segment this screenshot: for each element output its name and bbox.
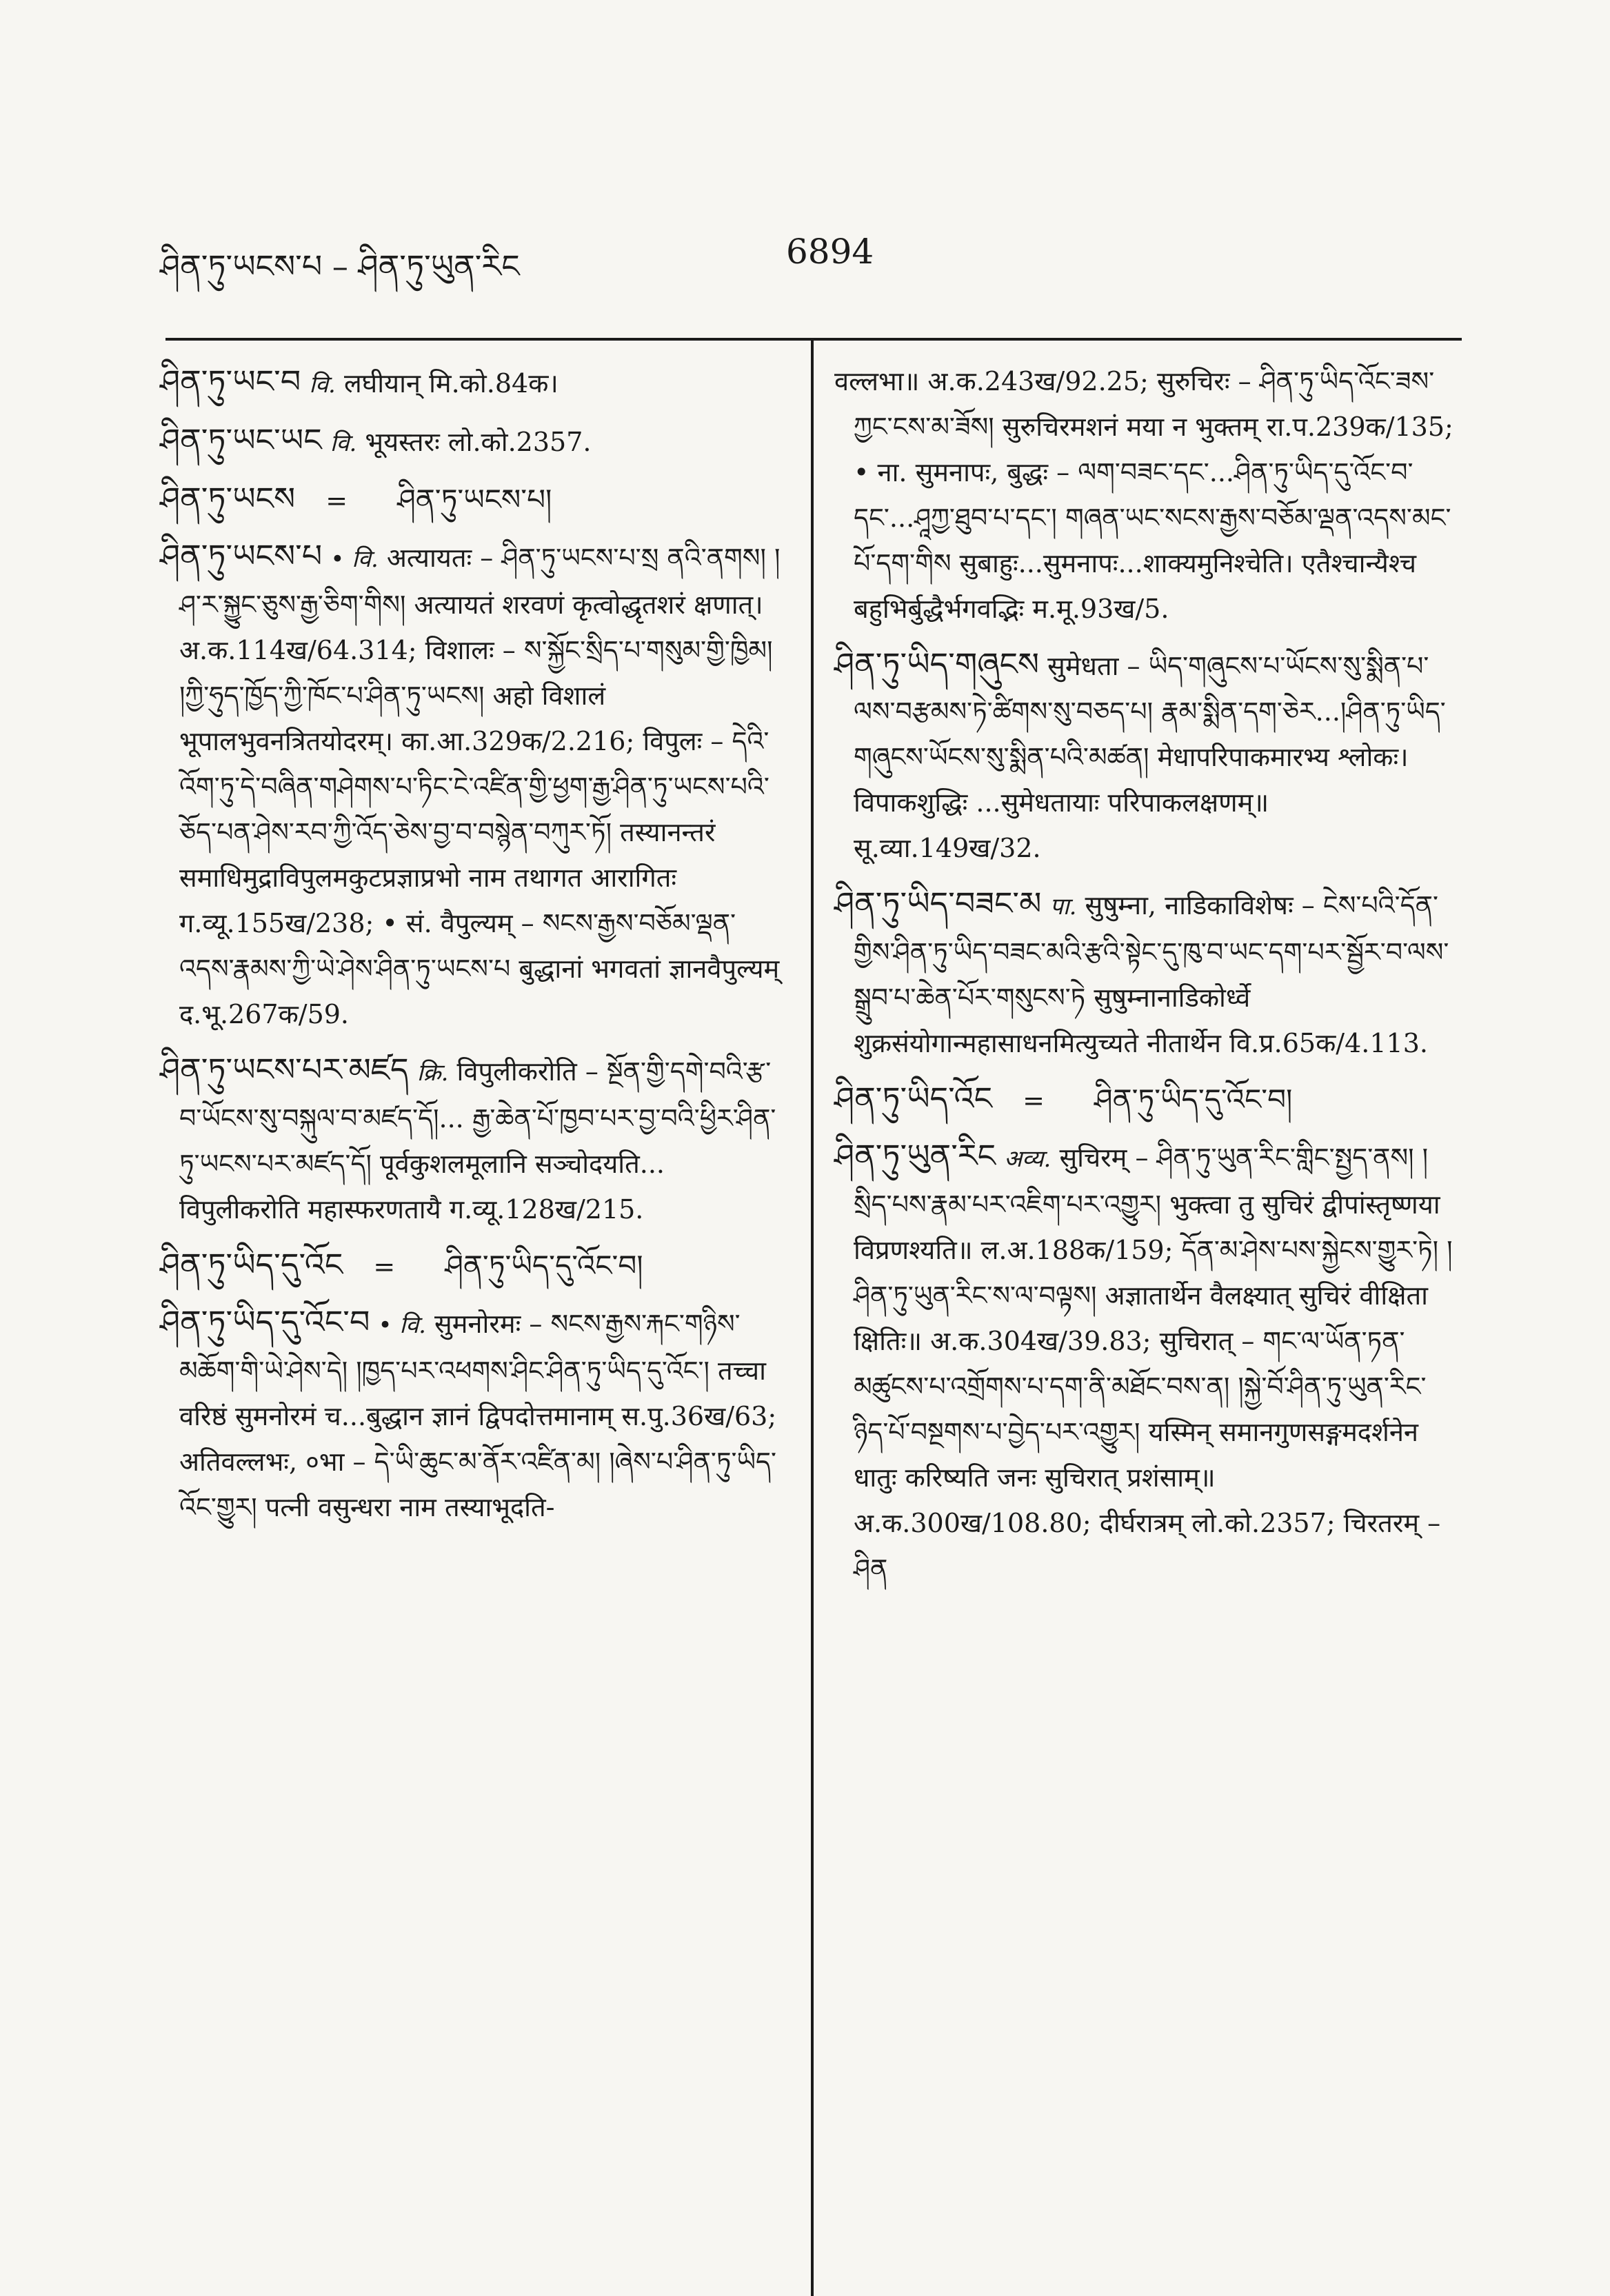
grammar-label: पा. [1049, 893, 1077, 920]
headword: ཤིན་ཏུ་ཡང་ཡང [160, 421, 322, 459]
page-number: 6894 [786, 232, 874, 272]
entry-text: सुषुम्ना, नाडिकाविशेषः – ངེས་པའི་དོན་གྱིས་ཤིན་ཏུ་ཡིད་བཟང་མའི་རྩའི་སྟེང་དུ་ཁུ་བ་ཡང་དག་པར་སྦྱོར་བ་ལས་སྒྲུབ་པ་ཆེན་པོར་གསུངས་ཏེ सुषुम्नानाडिकोर्ध्वे शुक्रसंयोगान्महासाधनमित्युच्यते नीतार्थेन वि.प्र.65क/4.113. [854, 890, 1449, 1058]
headword: ཤིན་ཏུ་ཡངས་པར་མཛད [160, 1051, 409, 1088]
headword: ཤིན་ཏུ་ཡིད་དུ་འོང [160, 1246, 343, 1283]
entry-text: भूयस्तरः लो.को.2357. [365, 427, 592, 457]
headword: ཤིན་ཏུ་ཡངས [160, 480, 296, 517]
entry-text: लघीयान् मि.को.84क। [343, 368, 559, 399]
headword: ཤིན་ཏུ་ཡངས་པ [160, 537, 323, 574]
cross-reference: ཤིན་ཏུ་ཡིད་དུ་འོང་བ། [1094, 1082, 1293, 1116]
cross-reference: ཤིན་ཏུ་ཡིད་དུ་འོང་བ། [445, 1249, 643, 1282]
dictionary-entry [160, 1242, 781, 1289]
dictionary-entry [834, 359, 1455, 632]
dictionary-entry [834, 880, 1455, 1066]
grammar-label: वि. [309, 371, 336, 399]
headword: ཤིན་ཏུ་ཡིད་གཞུངས [834, 645, 1040, 683]
header-rule [165, 338, 1462, 341]
grammar-label: • वि. [378, 1311, 426, 1339]
running-head: ཤིན་ཏུ་ཡངས་པ – ཤིན་ཏུ་ཡུན་རིང [160, 248, 520, 285]
equals-sign: = [373, 1251, 396, 1282]
entry-text: विपुलीकरोति – སྔོན་གྱི་དགེ་བའི་རྩ་བ་ཡོངས་སུ་བསྐུལ་བ་མཛད་དོ།... རྒྱ་ཆེན་པོ་ཁྱབ་པར་བྱ་བའི་ཕྱིར་ཤིན་ཏུ་ཡངས་པར་མཛད་དོ། पूर्वकुशलमूलानि सञ्चोदयति... विपुलीकरोति महास्फरणतायै ग.व्यू.128ख/215. [179, 1056, 776, 1225]
dictionary-entry [160, 533, 781, 1037]
equals-sign: = [1023, 1085, 1045, 1116]
entry-text: अत्यायतः – ཤིན་ཏུ་ཡངས་པ་སྲ ནའི་ནགས། །ཤ་ར་སྐྱུང་ཅུས་རྒྱ་ཅིག་གིས། अत्यायतं शरवणं कृत्वोद्धृतशरं क्षणात्। अ.क.114ख/64.314; विशालः – ས་སྐྱོང་སྲིད་པ་གསུམ་གྱི་ཁྱིམ། །ཀྱི་ཧུད་ཁྱོད་ཀྱི་ཁོང་པ་ཤིན་ཏུ་ཡངས། अहो विशालं भूपालभुवनत्रितयोदरम्। का.आ.329क/2.216; विपुलः – དེའི་འོག་ཏུ་དེ་བཞིན་གཤེགས་པ་ཏིང་ངེ་འཛིན་གྱི་ཕྱག་རྒྱ་ཤིན་ཏུ་ཡངས་པའི་ཅོད་པན་ཤེས་རབ་ཀྱི་འོད་ཅེས་བྱ་བ་བསྙེན་བཀུར་ཏོ། तस्यानन्तरं समाधिमुद्राविपुलमकुटप्रज्ञाप्रभो नाम तथागत आरागितः ग.व्यू.155ख/238; • सं. वैपुल्यम् – སངས་རྒྱས་བཅོམ་ལྡན་འདས་རྣམས་ཀྱི་ཡེ་ཤེས་ཤིན་ཏུ་ཡངས་པ बुद्धानां भगवतां ज्ञानवैपुल्यम् द.भू.267क/59. [179, 543, 781, 1029]
dictionary-entry [160, 1299, 781, 1530]
dictionary-entry [160, 417, 781, 466]
grammar-label: • वि. [330, 545, 379, 573]
headword: ཤིན་ཏུ་ཡུན་རིང [834, 1137, 996, 1174]
equals-sign: = [325, 485, 348, 516]
grammar-label: अव्य. [1004, 1145, 1051, 1173]
dictionary-entry [160, 359, 781, 407]
grammar-label: क्रि. [416, 1059, 449, 1087]
dictionary-entry [834, 1076, 1455, 1123]
headword: ཤིན་ཏུ་ཡང་བ [160, 363, 301, 400]
entry-text: सुमेधता – ཡིད་གཞུངས་པ་ཡོངས་སུ་སྨིན་པ་ལས་བརྩམས་ཏེ་ཚིགས་སུ་བཅད་པ། རྣམ་སྨིན་དག་ཅེར...།ཤིན་ཏུ་ཡིད་གཞུངས་ཡོངས་སུ་སྨིན་པའི་མཚན། मेधापरिपाकमारभ्य श्लोकः। विपाकशुद्धिः ...सुमेधतायाः परिपाकलक्षणम्॥ सू.व्या.149ख/32. [854, 651, 1446, 863]
dictionary-entry [834, 641, 1455, 871]
entry-text: वल्लभा॥ अ.क.243ख/92.25; सुरुचिरः – ཤིན་ཏུ་ཡིད་འོང་ཟས་ཀྱང་ངས་མ་ཟོས། सुरुचिरमशनं मया न भुक्तम् रा.प.239क/135; • ना. सुमनापः, बुद्धः – ལག་བཟང་དང་...ཤིན་ཏུ་ཡིད་དུ་འོང་བ་དང་...ཤཱཀྱ་ཐུབ་པ་དང་། གཞན་ཡང་སངས་རྒྱས་བཅོམ་ལྡན་འདས་མང་པོ་དག་གིས सुबाहुः...सुमनापः...शाक्यमुनिश्चेति। एतैश्चान्यैश्च बहुभिर्बुद्धैर्भगवद्भिः म.मू.93ख/5. [834, 366, 1453, 624]
right-column [834, 359, 1455, 1601]
headword: ཤིན་ཏུ་ཡིད་འོང [834, 1080, 992, 1117]
grammar-label: वि. [330, 430, 357, 457]
left-column [160, 359, 781, 1540]
entry-text: सुमनोरमः – སངས་རྒྱས་རྐང་གཉིས་མཆོག་གི་ཡེ་ཤེས་དེ། །ཁྱད་པར་འཕགས་ཤིང་ཤིན་ཏུ་ཡིད་དུ་འོང་། तच्चा वरिष्ठं सुमनोरमं च...बुद्धान ज्ञानं द्विपदोत्तमानाम् स.पु.36ख/63; अतिवल्लभः, ०भा – དེ་ཡི་ཆུང་མ་ནོར་འཛིན་མ། །ཞེས་པ་ཤིན་ཏུ་ཡིད་འོང་གྱུར། पत्नी वसुन्धरा नाम तस्याभूदति- [179, 1309, 777, 1522]
dictionary-entry [160, 1047, 781, 1232]
entry-text: सुचिरम् – ཤིན་ཏུ་ཡུན་རིང་གླིང་སྤྱད་ནས། །སྲིད་པས་རྣམ་པར་འཇིག་པར་འགྱུར། भुक्त्वा तु सुचिरं द्वीपांस्तृष्णया विप्रणश्यति॥ ल.अ.188क/159; དོན་མ་ཤེས་པས་སྐྱེངས་གྱུར་ཏེ། །ཤིན་ཏུ་ཡུན་རིང་ས་ལ་བལྟས། अज्ञातार्थेन वैलक्ष्यात् सुचिरं वीक्षिता क्षितिः॥ अ.क.304ख/39.83; सुचिरात् – གང་ལ་ཡོན་ཏན་མཚུངས་པ་འགྲོགས་པ་དག་ནི་མཐོང་བས་ན། །སྐྱེ་བོ་ཤིན་ཏུ་ཡུན་རིང་ཉིད་པོ་བསྔགས་པ་བྱེད་པར་འགྱུར། यस्मिन् समानगुणसङ्गमदर्शनेन धातुः करिष्यति जनः सुचिरात् प्रशंसाम्॥ अ.क.300ख/108.80; दीर्घरात्रम् लो.को.2357; चिरतरम् – ཤིན [854, 1142, 1453, 1584]
dictionary-entry [834, 1133, 1455, 1591]
column-divider [811, 338, 814, 2296]
headword: ཤིན་ཏུ་ཡིད་བཟང་མ [834, 885, 1042, 922]
dictionary-entry [160, 476, 781, 523]
headword: ཤིན་ཏུ་ཡིད་དུ་འོང་བ [160, 1303, 370, 1340]
cross-reference: ཤིན་ཏུ་ཡངས་པ། [397, 483, 552, 516]
